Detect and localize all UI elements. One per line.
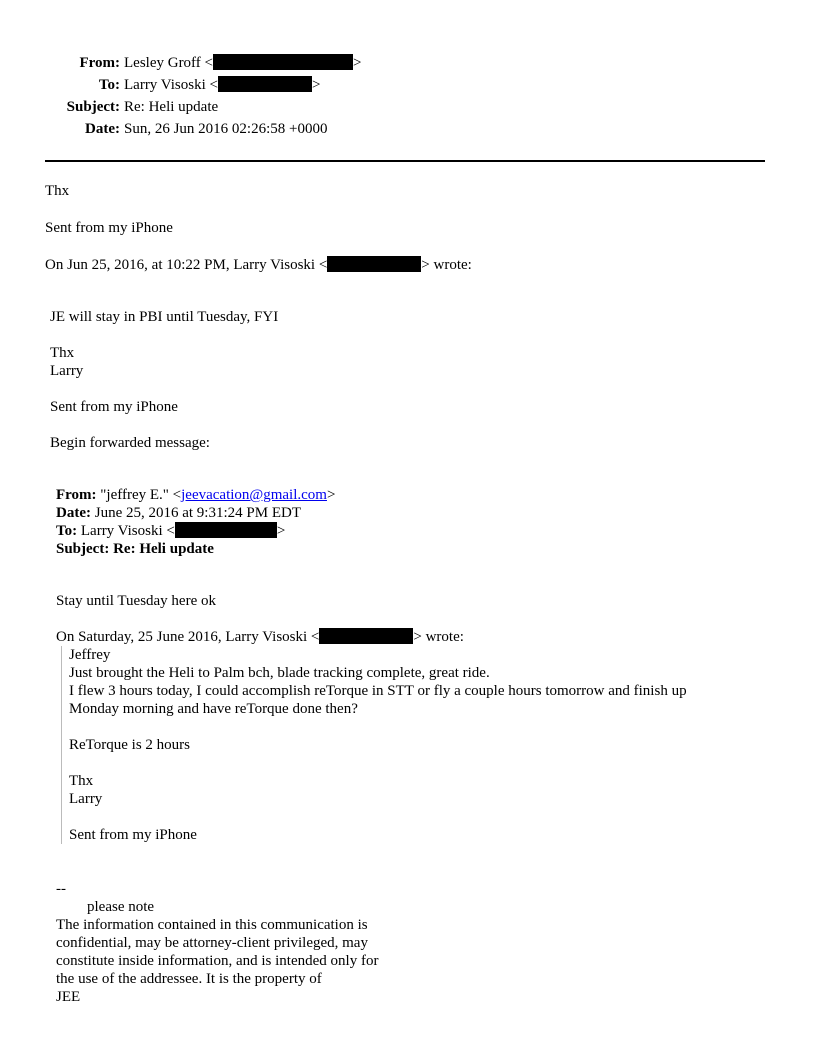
quoted-line: I flew 3 hours today, I could accomplish reTorque in STT or fly a couple hours tomorrow and finish up [69, 683, 687, 699]
fwd-from-close: > [326, 487, 336, 503]
header-to-close: > [311, 77, 321, 93]
header-date-row [0, 120, 500, 138]
header-from-label: From: [79, 55, 120, 71]
signature-note: please note [87, 899, 155, 915]
header-subject-label: Subject: [66, 99, 120, 115]
header-from-close: > [353, 55, 362, 71]
quoted-line: ReTorque is 2 hours [69, 737, 191, 753]
fwd-on-wrote-tail: > wrote: [413, 629, 464, 645]
signature-line: confidential, may be attorney-client privileged, may [56, 935, 368, 951]
fwd-on-text: On Saturday, 25 June 2016, Larry Visoski < [56, 629, 320, 645]
signature-dash: -- [56, 881, 66, 897]
reply-name: Larry [50, 363, 84, 379]
header-from-name: Lesley Groff < [124, 55, 213, 71]
fwd-on-wrote [56, 628, 464, 646]
fwd-date-value: June 25, 2016 at 9:31:24 PM EDT [94, 505, 301, 521]
header-to-label: To: [98, 77, 120, 93]
quoted-line: Sent from my iPhone [69, 827, 197, 843]
reply-line: JE will stay in PBI until Tuesday, FYI [50, 309, 279, 325]
quoted-line: Jeffrey [69, 647, 111, 663]
redaction-block [327, 256, 421, 272]
fwd-date-label: Date: [56, 505, 91, 521]
quote-bar [61, 646, 62, 844]
header-from-value [124, 54, 361, 72]
quoted-line: Monday morning and have reTorque done then? [69, 701, 358, 717]
fwd-to-row [56, 522, 285, 540]
fwd-subject-value: Re: Heli update [113, 541, 214, 557]
reply-sent-from: Sent from my iPhone [50, 399, 178, 415]
fwd-from-label: From: [56, 487, 97, 503]
body-quote-intro [45, 256, 472, 274]
header-from-row [0, 54, 500, 72]
redaction-block [319, 628, 413, 644]
header-divider [45, 160, 765, 162]
body-line-thx: Thx [45, 183, 70, 199]
fwd-date-row [56, 504, 301, 522]
header-subject-row [0, 98, 500, 116]
quoted-line: Larry [69, 791, 103, 807]
signature-line: the use of the addressee. It is the property of [56, 971, 322, 987]
reply-begin-forwarded: Begin forwarded message: [50, 435, 210, 451]
signature-line: JEE [56, 989, 81, 1005]
header-date-label: Date: [85, 121, 120, 137]
redaction-block [218, 76, 312, 92]
fwd-from-email-link[interactable]: jeevacation@gmail.com [181, 487, 327, 503]
reply-thx: Thx [50, 345, 75, 361]
fwd-from-row [56, 486, 335, 504]
quote-intro-text: On Jun 25, 2016, at 10:22 PM, Larry Visoski < [45, 257, 328, 273]
fwd-subject-row [56, 540, 214, 558]
header-subject-value: Re: Heli update [124, 99, 219, 115]
quote-intro-wrote: > wrote: [421, 257, 472, 273]
fwd-subject-label: Subject: [56, 541, 110, 557]
header-to-name: Larry Visoski < [124, 77, 218, 93]
header-to-row [0, 76, 500, 94]
signature-line: constitute inside information, and is intended only for [56, 953, 379, 969]
header-date-value: Sun, 26 Jun 2016 02:26:58 +0000 [124, 121, 328, 137]
quoted-line: Just brought the Heli to Palm bch, blade tracking complete, great ride. [69, 665, 490, 681]
signature-line: The information contained in this communication is [56, 917, 368, 933]
quoted-line: Thx [69, 773, 94, 789]
body-line-sent-from: Sent from my iPhone [45, 220, 173, 236]
fwd-body-line: Stay until Tuesday here ok [56, 593, 216, 609]
redaction-block [213, 54, 353, 70]
fwd-from-name: "jeffrey E." < [100, 487, 182, 503]
header-to-value [124, 76, 320, 94]
fwd-to-label: To: [56, 523, 78, 539]
fwd-to-name: Larry Visoski < [80, 523, 175, 539]
redaction-block [175, 522, 277, 538]
fwd-to-close: > [276, 523, 286, 539]
